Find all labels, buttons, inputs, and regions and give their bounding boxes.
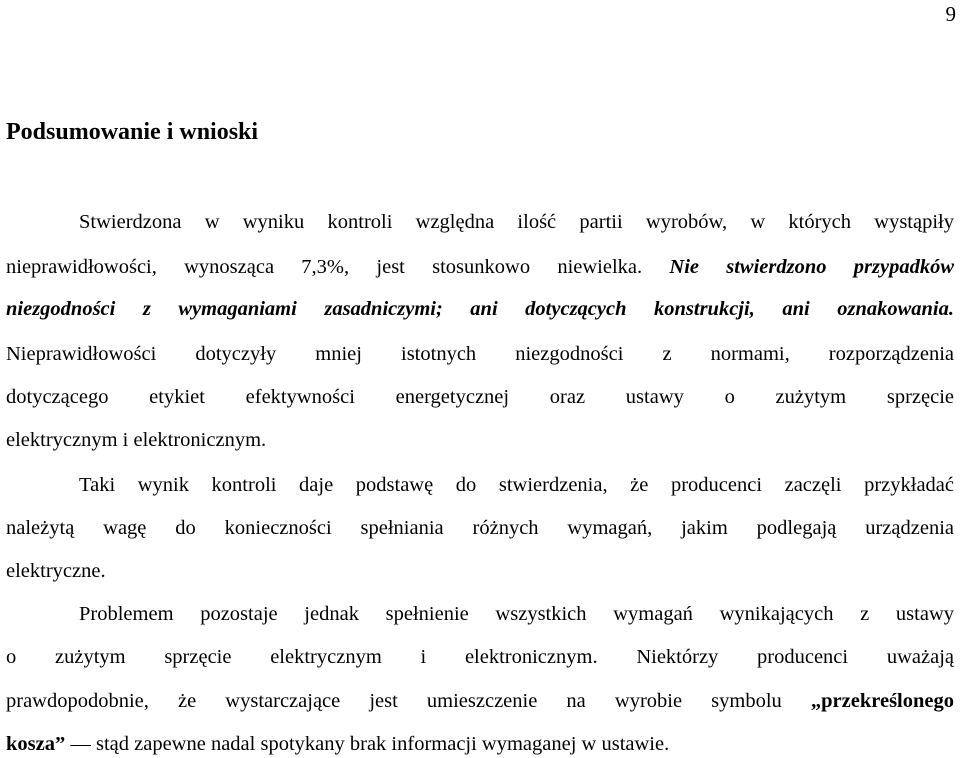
section-heading: Podsumowanie i wnioski: [6, 119, 259, 145]
paragraph-3-line-2: o zużytym sprzęcie elektrycznym i elektronicznym. Niektórzy producenci uważają: [6, 646, 954, 668]
paragraph-1-emphasis-line: niezgodności z wymaganiami zasadniczymi; ani dotyczących konstrukcji, ani oznakowania.: [6, 298, 954, 320]
paragraph-1-line-2: [6, 253, 954, 281]
paragraph-2-line-3: elektryczne.: [6, 560, 106, 582]
paragraph-3-line-4: [6, 730, 954, 758]
paragraph-1-line-2-text: nieprawidłowości, wynosząca 7,3%, jest stosunkowo niewielka.: [6, 256, 670, 278]
paragraph-3-line-1: Problemem pozostaje jednak spełnienie wszystkich wymagań wynikających z ustawy: [79, 603, 954, 625]
paragraph-2-line-1: Taki wynik kontroli daje podstawę do stwierdzenia, że producenci zaczęli przykładać: [79, 474, 954, 496]
paragraph-2-line-2: należytą wagę do konieczności spełniania różnych wymagań, jakim podlegają urządzenia: [6, 517, 954, 539]
paragraph-1-line-1: Stwierdzona w wyniku kontroli względna ilość partii wyrobów, w których wystąpiły: [79, 211, 954, 233]
quoted-term-end: kosza”: [6, 733, 66, 755]
paragraph-1-line-6: elektrycznym i elektronicznym.: [6, 429, 267, 451]
paragraph-1-line-5: dotyczącego etykiet efektywności energetycznej oraz ustawy o zużytym sprzęcie: [6, 386, 954, 408]
paragraph-1-emphasis-start: Nie stwierdzono przypadków: [669, 256, 954, 278]
quoted-term-start: „przekreślonego: [810, 690, 954, 712]
page-number: 9: [945, 2, 956, 26]
paragraph-3-line-3-text: prawdopodobnie, że wystarczające jest umieszczenie na wyrobie symbolu: [6, 690, 811, 712]
paragraph-3-line-3: [6, 687, 954, 715]
paragraph-3-line-4-text: — stąd zapewne nadal spotykany brak informacji wymaganej w ustawie.: [65, 733, 670, 755]
paragraph-1-line-4: Nieprawidłowości dotyczyły mniej istotnych niezgodności z normami, rozporządzenia: [6, 343, 954, 365]
